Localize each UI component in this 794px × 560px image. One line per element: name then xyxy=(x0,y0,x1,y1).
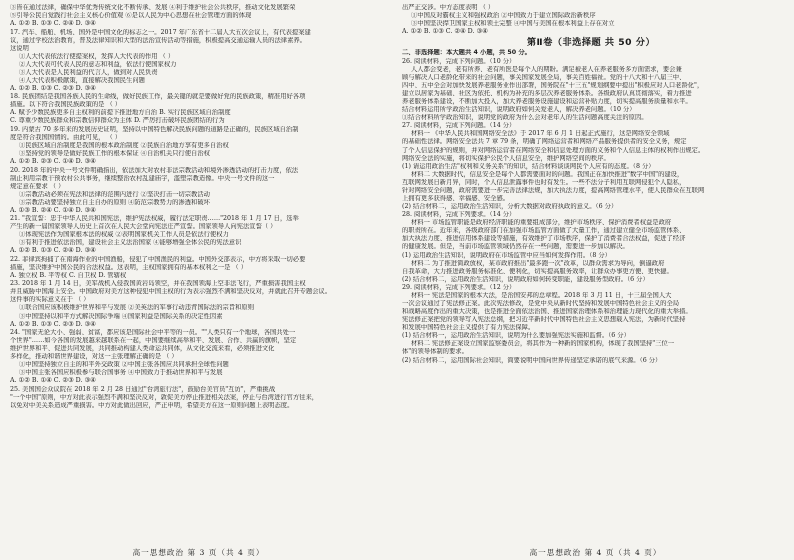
question-stem: 25. 美国国会众议院在 2018 年 2 月 28 日通过"台湾旅行法"，鼓励台美官员"互访"，严重挑战 xyxy=(10,385,276,393)
text-line: 度是符合我国国情的。由此可见， （ ） xyxy=(10,133,122,141)
question-stem: 18. 民族团结是我国各族人民的生命线，做好民族工作，最关键的就是要做好党的民族政策，精准用好各项 xyxy=(10,93,306,101)
question-stem: 19. 内蒙古 70 多年来的发展历史证明，坚持以中国特色解决民族问题的道路是正确的，民族区域自治制 xyxy=(10,125,299,133)
text-line: 规定意在要求 （ ） xyxy=(10,182,65,190)
text-line: A. ①③ B. ②④ C. ①④ D. ③④ xyxy=(10,206,96,214)
text-line: ③坚持党的领导是做好民族工作的根本保证 ④自治机关只行使自治权 xyxy=(19,150,210,158)
page-3-column xyxy=(10,4,388,538)
text-line: ③人大代表是人民利益的代言人，做到对人民负责 xyxy=(19,68,158,76)
text-line: 制止利用宗教干预农村公共事务，继续整治农村乱建庙宇，滥塑宗教造像。中央一号文件的这一 xyxy=(10,174,275,182)
text-line: ③中国坚决捍卫国家主权和领土完整 ④中国与美国在根本利益上存在对立 xyxy=(411,20,615,28)
question-stem: 21. "我宣誓：忠于中华人民共和国宪法，维护宪法权威，履行法定职责……"2018 年 1 月 17 日，选举 xyxy=(10,215,299,223)
text-line: 这说明 xyxy=(10,44,29,52)
text-line: 的基础性法律。网络安全法共 7 章 79 条，明确了网络运营者和网络产品服务提供者的安全义务，规定 xyxy=(402,138,687,146)
text-line: 结合材料运用所学政治生活知识，说明政府如何关爱老人，解决养老问题。（10 分） xyxy=(402,105,636,113)
text-line: 互联网发展日新月异，同时，个人信息泄露事件也时有发生。一些不法分子利用互联网侵犯个人隐私， xyxy=(402,178,686,186)
text-line: A. ①② B. ②③ C. ①④ D. ③④ xyxy=(10,158,96,166)
text-line: 上拥有更多获得感、幸福感、安全感。 xyxy=(402,194,510,202)
text-line: 四中、五中全会对加快发展养老服务业作出部署，国务院在"十三五"规划纲要中提出"积极应对人口老龄化"， xyxy=(402,81,704,89)
text-line: 的职责所在。近年来，各级政府部门在加强市场监管方面做了大量工作，通过建立健全市场监管体系、 xyxy=(402,227,686,235)
text-line: ③宗教活动要坚持独立自主自办的原则 ④防范宗教势力的渗透和破坏 xyxy=(19,198,210,206)
text-line: 了个人信息保护的规则，并对网络运营者在网络安全和信息处理方面的义务和个人信息主体的权利作出规定。 xyxy=(402,146,705,154)
text-line: 宪法修正案把党的领导写入宪法总纲，把习近平新时代中国特色社会主义思想载入宪法，为新时代坚持 xyxy=(402,316,686,324)
page-4-column xyxy=(402,4,780,538)
text-line: ①人大代表依法行使提案权，发挥人大代表的作用 （ ） xyxy=(19,52,175,60)
text-line: 措施，坚决维护中国公民的合法权益。这表明，主权国家拥有的基本权利之一是 （ ） xyxy=(10,263,247,271)
text-line: ①宗教活动必须在宪法和法律的范围内进行 ②坚决打击一切宗教活动 xyxy=(19,190,210,198)
text-line: 材料二 为了推进简政放权，某市政府推出"最多跑一次"改革，以群众需求为导向，倒逼政府 xyxy=(411,259,665,267)
question-stem: 26. 阅读材料，完成下列问题。（10 分） xyxy=(402,57,516,65)
text-line: 材料二 宪法修正案设立国家监察委员会，将其作为一种新的国家机构，体现了我国坚持"三位一 xyxy=(411,340,675,348)
question-stem: 17. 汽车、船舶、机场、国外是中国文化的标志之一。2017 年广东省十二届人大五次会议上，有代表提案建 xyxy=(10,28,311,36)
text-line: 自我革命，大力推进政务服务标准化、便利化，切实提高服务效率，让群众办事更方便、更快捷。 xyxy=(402,267,673,275)
text-line: ①民族区域自治制度是我国的根本政治制度 ②民族自治地方享有更多自治权 xyxy=(19,141,229,149)
text-line: 出严正交涉。中方态度表明 （ ） xyxy=(402,4,495,11)
text-line: A. ①② B. ①③ C. ②③ D. ③④ xyxy=(10,84,96,92)
question-stem: 20. 2018 年的中央一号文件明确指出，依法加大对农村非法宗教活动和境外渗透活动的打击力度，依法 xyxy=(10,166,299,174)
text-line: (1) 运用政治生活知识，说明政府在市场监管中应当如何发挥作用。（8 分） xyxy=(402,251,611,259)
text-line: A. ①② B. ①④ C. ②③ D. ③④ xyxy=(10,377,96,385)
text-line: 体"的领导体制的要求。 xyxy=(402,348,468,356)
text-line: 个世界"……如今各国的发展越来越联系在一起，中国要继续高举和平、发展、合作、共赢的旗帜，坚定 xyxy=(10,337,297,345)
text-line: 的健康发展。但是，当前市场监管领域仍然存在一些问题，需要进一步加以解决。 xyxy=(402,243,629,251)
text-line: 人人都会变老，老有所养、老有所医是每个人的期盼。满足被老人在养老服务多方面需求，要会兼 xyxy=(411,65,682,73)
question-stem: 29. 阅读材料，完成下列要求。（12 分） xyxy=(402,284,516,292)
text-line: ①体现宪法作为国家根本法的权威 ②表明国家机关工作人员是依法行使权力 xyxy=(19,231,229,239)
essay-questions xyxy=(402,58,780,365)
text-line: A. ①② B. ①③ C. ②③ D. ③④ xyxy=(10,320,96,328)
text-line: 材料一 市场监管职能是政府经济职能的重要组成部分，维护市场秩序、保护消费者权益是政府 xyxy=(411,219,672,227)
text-line: 议，通过学校法治教育，普及法律知识和大型的法治宣传活动等措施，积极提高交通运输人员的法律素养。 xyxy=(10,36,306,44)
text-line: (1) 结合材料一，运用政治生活知识，说明为什么要加强宪法实施和监督。（6 分） xyxy=(402,332,630,340)
question-25-continued xyxy=(402,4,780,36)
text-line: 养老服务体系建设，不断加大投入，加大养老服务设施建设和运营补贴力度，切实提高服务质量和水平。 xyxy=(402,97,692,105)
question-stem: 22. 菲律宾拘捕了在南海作业的中国渔船，侵犯了中国渔民的利益。中国外交部表示，中方将采取一切必要 xyxy=(10,255,306,263)
text-line: 以免对中美关系造成严重损害。中方对此做出回应，严正申明，希望美方在这一原则问题上表明态度。 xyxy=(10,401,294,409)
text-line: 措施。以下符合我国民族政策的是 （ ） xyxy=(10,101,122,109)
text-line: ④人大代表积极献策，直接解决我国民生问题 xyxy=(19,76,145,84)
page-footer xyxy=(0,547,794,558)
text-line: 加大执法力度、推进信用体系建设等措施，有效维护了市场秩序，保护了消费者合法权益，促进了经济 xyxy=(402,235,686,243)
text-line: 材料二 大数据时代，信息安全是每个人都需要面对的问题。我国正在加快推进"数字中国"的建设， xyxy=(411,170,684,178)
text-line: (2) 结合材料二，运用政治生活知识，分析大数据对政府执政的意义。（6 分） xyxy=(402,202,618,210)
text-line: ①结合材料所学政治知识，说明党的政府为什么会对老年人的生活问题高度关注的原因。 xyxy=(402,113,648,121)
text-line: 一次会议通过了宪法修正案。此次宪法修改，是党中央从新时代坚持和发展中国特色社会主义的全局 xyxy=(402,300,680,308)
text-line: 这件事的实际意义在于 （ ） xyxy=(10,296,90,304)
text-line: A. ①② B. ①③ C. ②④ D. ③④ xyxy=(402,28,488,36)
text-line: ③中国坚持以和平方式解决国际争端 ④国家利益是国际关系的决定性因素 xyxy=(19,312,223,320)
text-line: A. ①② B. ①③ C. ②④ D. ③④ xyxy=(10,20,96,28)
text-line: (2) 结合材料二，运用国际社会知识，简要说明中国向世界传递坚定承诺的底气来源。（6 分） xyxy=(402,356,662,364)
text-line: A. 独立权 B. 平等权 C. 自卫权 D. 管辖权 xyxy=(10,271,127,279)
text-line: (2) 结合材料二，运用政治生活知识，说明政府如何转变职能，建设服务型政府。（6 分） xyxy=(402,275,649,283)
section-title: 第Ⅱ卷（非选择题 共 50 分） xyxy=(526,37,656,49)
text-line: ①联合国应该积极维护世界和平与发展 ②美英法的军事行动违背国际法的宗旨和原则 xyxy=(19,304,254,312)
text-line: 产生的新一届国家领导人历史上首次在人民大会堂向宪法庄严宣誓。国家领导人向宪法宣誓（ ） xyxy=(10,223,277,231)
text-line: ①中国反对霸权主义和强权政治 ②中国致力于建立国际政治新秩序 xyxy=(411,12,596,20)
text-line: 顾与解决人口老龄化带来的社会问题，事关国家发展全局，事关百姓福祉。党的十八大和十八届三中、 xyxy=(402,73,686,81)
section-note: 二、非选择题：本大题共 4 小题，共 50 分。 xyxy=(402,49,531,57)
text-line: 材料一 宪法是国家的根本大法，是治国安邦的总章程。2018 年 3 月 11 日，十三届全国人大 xyxy=(411,292,672,300)
text-line: ③有利于推进依法治国，建设社会主义法治国家 ④能够增强全体公民的宪法意识 xyxy=(19,239,242,247)
text-line: 和发展中国特色社会主义提供了有力宪法保障。 xyxy=(402,324,535,332)
text-line: C. 尊重少数民族群众和宗教信仰群众为主体 D. 严厉打击破坏民族团结的行为 xyxy=(10,117,225,125)
text-line: ③皆在通过法律，确保中华优秀传统文化不断传承、发展 ④利于维护社会公共秩序，推动文化发展繁荣 xyxy=(10,4,296,11)
text-line: 网络安全法的实施，将切实保护公民个人信息安全，维护网络空间的秩序。 xyxy=(402,154,610,162)
text-line: (1) 请运用政治生活"权利和义务关系"的知识，结合材料谈谈网民个人应有的态度。（8 分） xyxy=(402,162,655,170)
text-line: ②人大代表可代表人民的意志和利益，依法行使国家权力 xyxy=(19,60,177,68)
footer-right: 高一思想政治 第 4 页（共 4 页） xyxy=(529,548,662,557)
text-line: 针对网络安全问题，政府需要进一步完善法律法规，加大执法力度，提高网络管理水平，使人民群众在互联网 xyxy=(402,186,705,194)
text-line: 多样化，推动和谐世界建设，对这一主张理解正确的是 （ ） xyxy=(10,353,178,361)
text-line: 并且威胁中国海上安全。中国政府对美方这种侵犯中国主权的行为表示强烈不满和坚决反对，并就此召开专题会议。 xyxy=(10,288,332,296)
text-line: 和战略高度作出的重大决策，也是推进全面依法治国、推进国家治理体系和治理能力现代化的重大举措。 xyxy=(402,308,692,316)
question-stem: 28. 阅读材料，完成下列要求。（14 分） xyxy=(402,211,516,219)
text-line: 建立以居家为基础、社区为依托、机构为补充的多层次养老服务体系。各级政府认真贯彻落实，着力推进 xyxy=(402,89,692,97)
text-line: ①中国坚持独立自主的和平外交政策 ②中国主张各国应共同承担全球性问题 xyxy=(19,361,229,369)
text-line: ③中国主张各国应积极参与联合国事务 ④中国致力于推动世界和平与发展 xyxy=(19,369,223,377)
question-stem: 23. 2018 年 1 月 14 日，美军战机入侵我国黄岩岛领空，并在我国领海上空非法飞行，严重损害我国主权 xyxy=(10,280,306,288)
text-line: A. ①② B. ①③ C. ②④ D. ③④ xyxy=(10,247,96,255)
text-line: "一个中国"原则，中方对此表示强烈不满和坚决反对，敦促美方停止推进相关法案，停止与台湾进行官方往来， xyxy=(10,393,319,401)
text-line: A. 赋予少数民族更多自主权利的前提下推进地方自治 B. 实行民族区域自治制度 xyxy=(10,109,231,117)
footer-left: 高一思想政治 第 3 页（共 4 页） xyxy=(132,548,265,557)
question-stem: 24. "国家无论大小、强弱、贫富，都应该是国际社会中平等的一员。""人类只有一个地球，各国共处一 xyxy=(10,329,296,336)
text-line: 维护世界和平、促进共同发展，共同推动构建人类命运共同体，从文化交流来看，必须推进文化 xyxy=(10,345,275,353)
question-stem: 27. 阅读材料，完成下列问题。（14 分） xyxy=(402,122,516,130)
text-line: 材料一 《中华人民共和国网络安全法》于 2017 年 6 月 1 日起正式施行，这是网络安全领域 xyxy=(411,130,670,138)
text-line: ⑤引导公民自觉践行社会主义核心价值观 ⑥是以人民为中心思想在社会管理方面的体现 xyxy=(10,12,252,20)
